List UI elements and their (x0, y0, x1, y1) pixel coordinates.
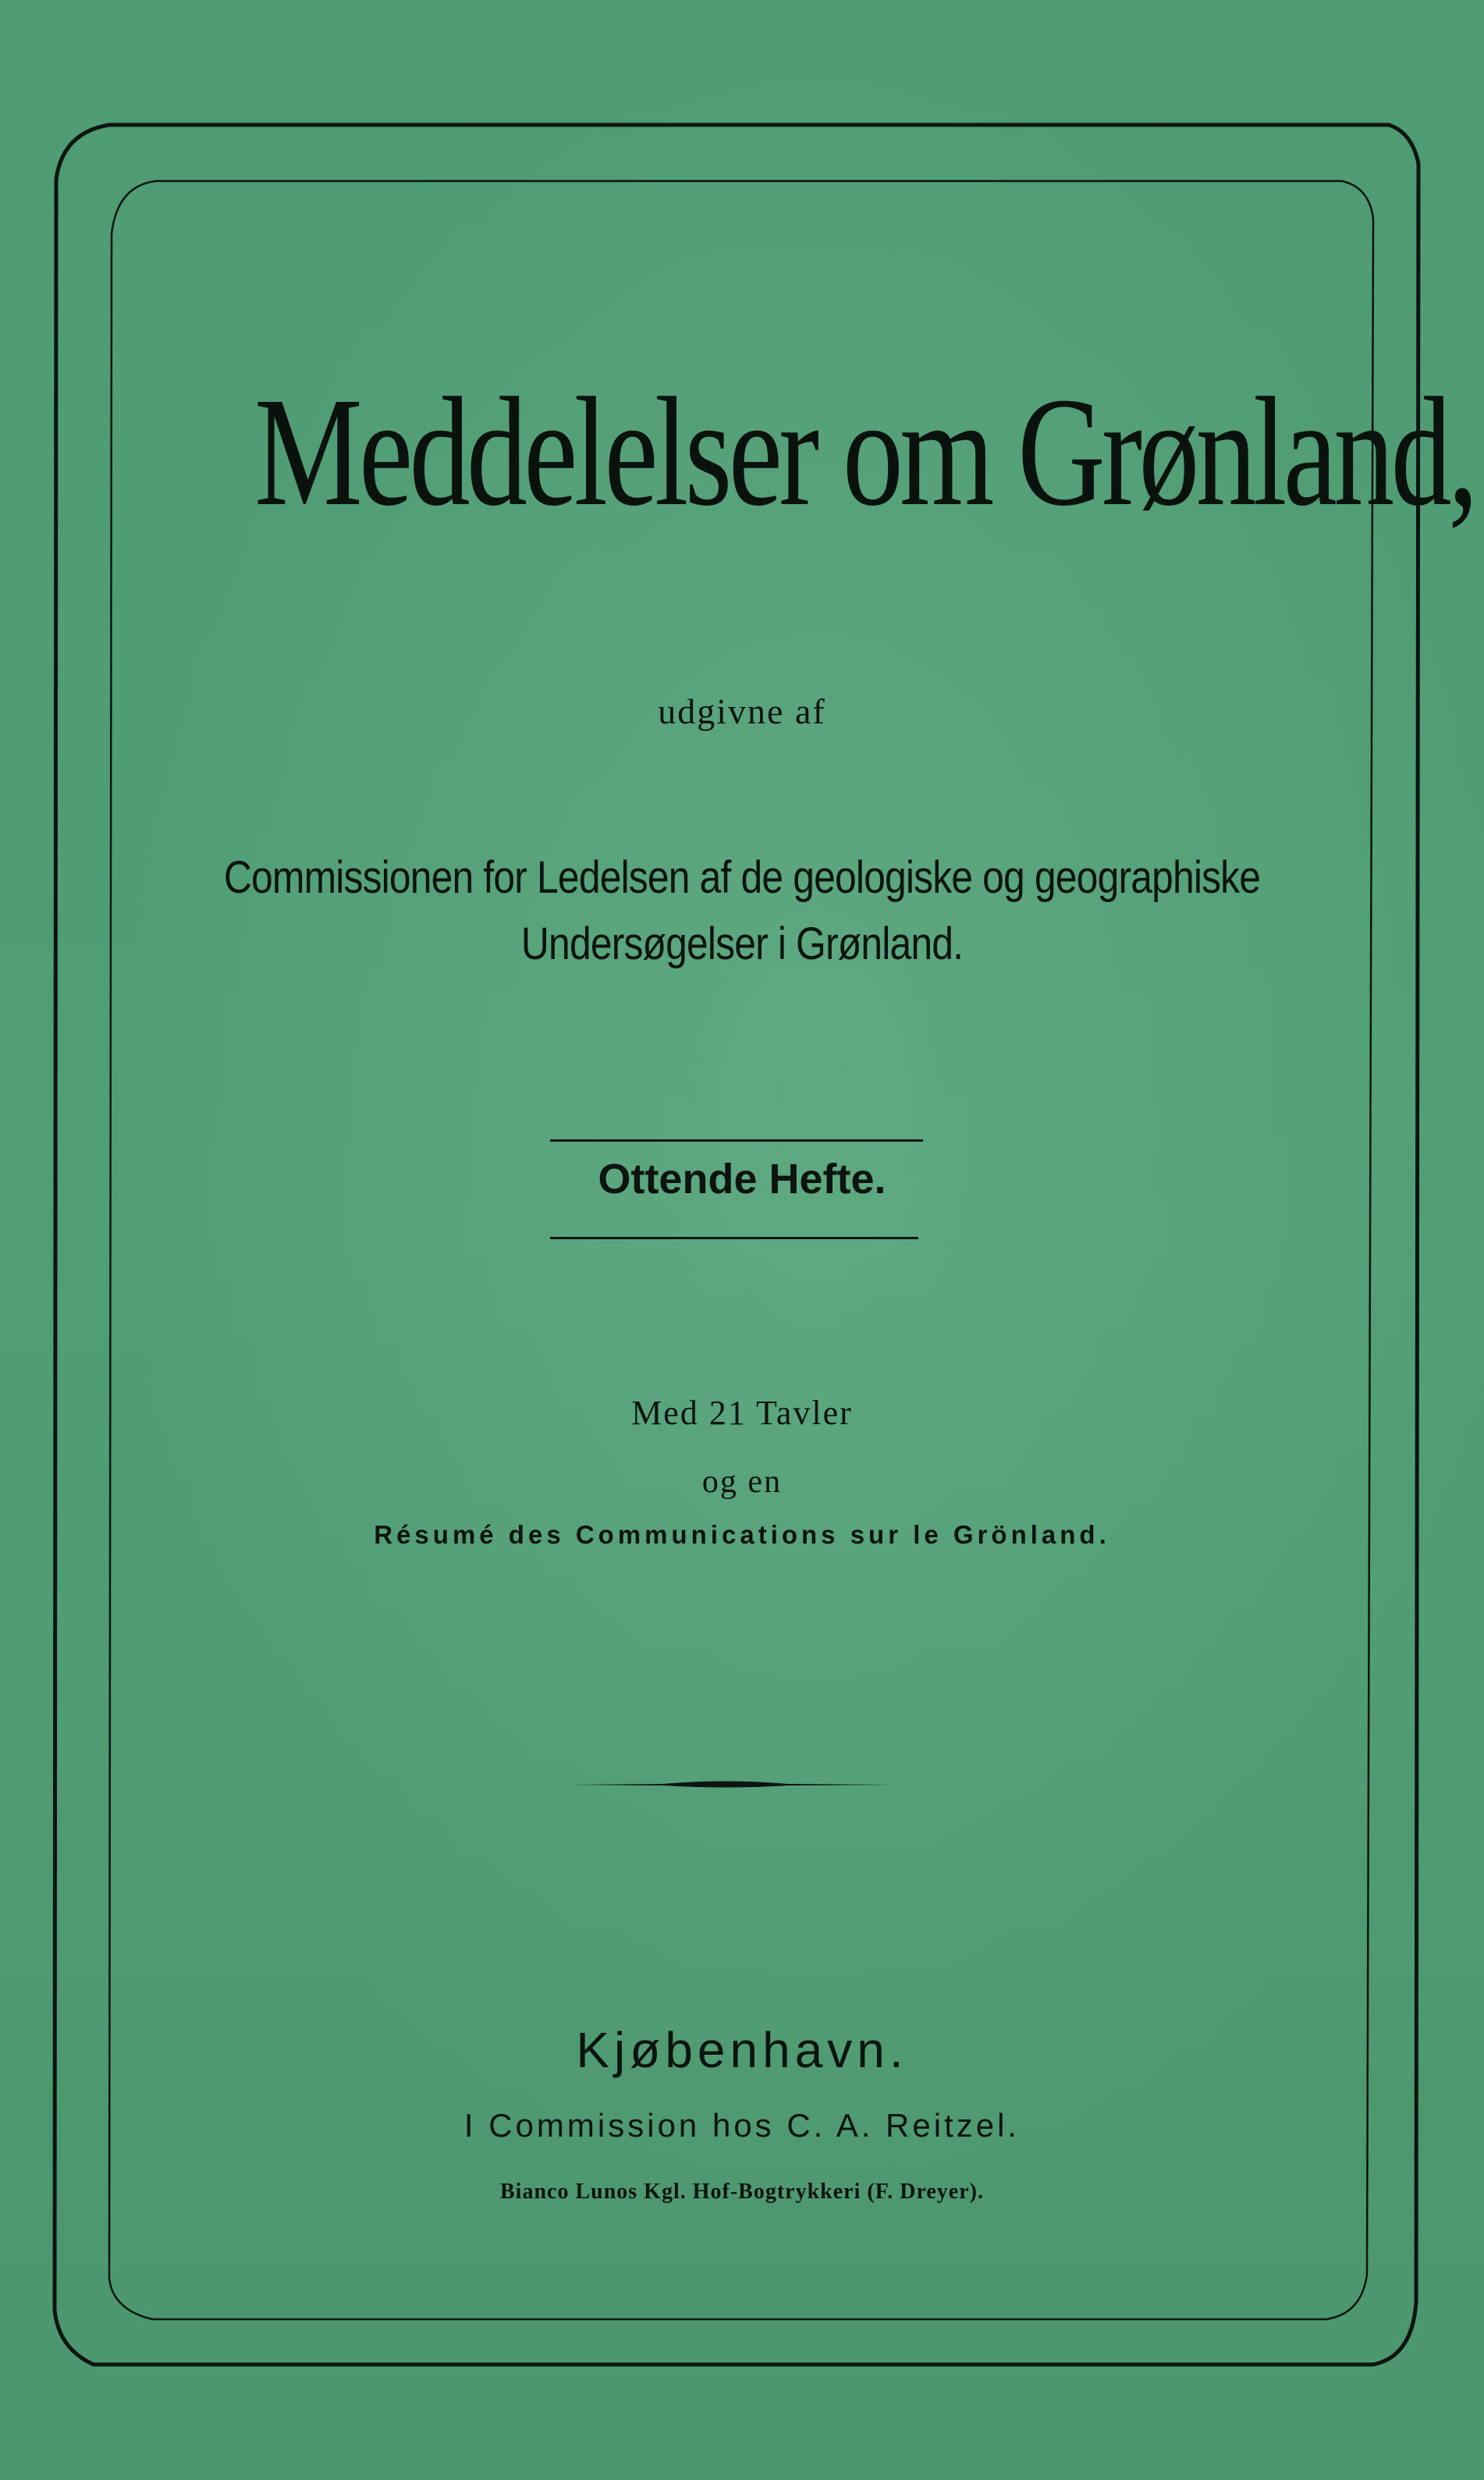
city-name: Kjøbenhavn. (576, 2022, 908, 2078)
divider-rule-bottom (550, 1237, 918, 1239)
conjunction-text: og en (701, 1464, 783, 1500)
commission-line-1: Commissionen for Ledelsen af de geologiske og geographiske (223, 852, 1261, 903)
ornamental-rule (570, 1775, 897, 1794)
printer-imprint: Bianco Lunos Kgl. Hof-Bogtrykkeri (F. Dreyer). (500, 2180, 984, 2204)
commission-line-2: Undersøgelser i Grønland. (520, 918, 964, 969)
volume-title: Ottende Hefte. (598, 1156, 886, 1203)
divider-rule-top (550, 1139, 923, 1142)
resume-note: Résumé des Communications sur le Grönland. (374, 1520, 1110, 1549)
commission-agent: I Commission hos C. A. Reitzel. (463, 2107, 1021, 2144)
publisher-prefix: udgivne af (658, 691, 826, 731)
page-title: Meddelelser om Grønland, (254, 366, 1475, 538)
plates-note: Med 21 Tavler (631, 1394, 853, 1432)
